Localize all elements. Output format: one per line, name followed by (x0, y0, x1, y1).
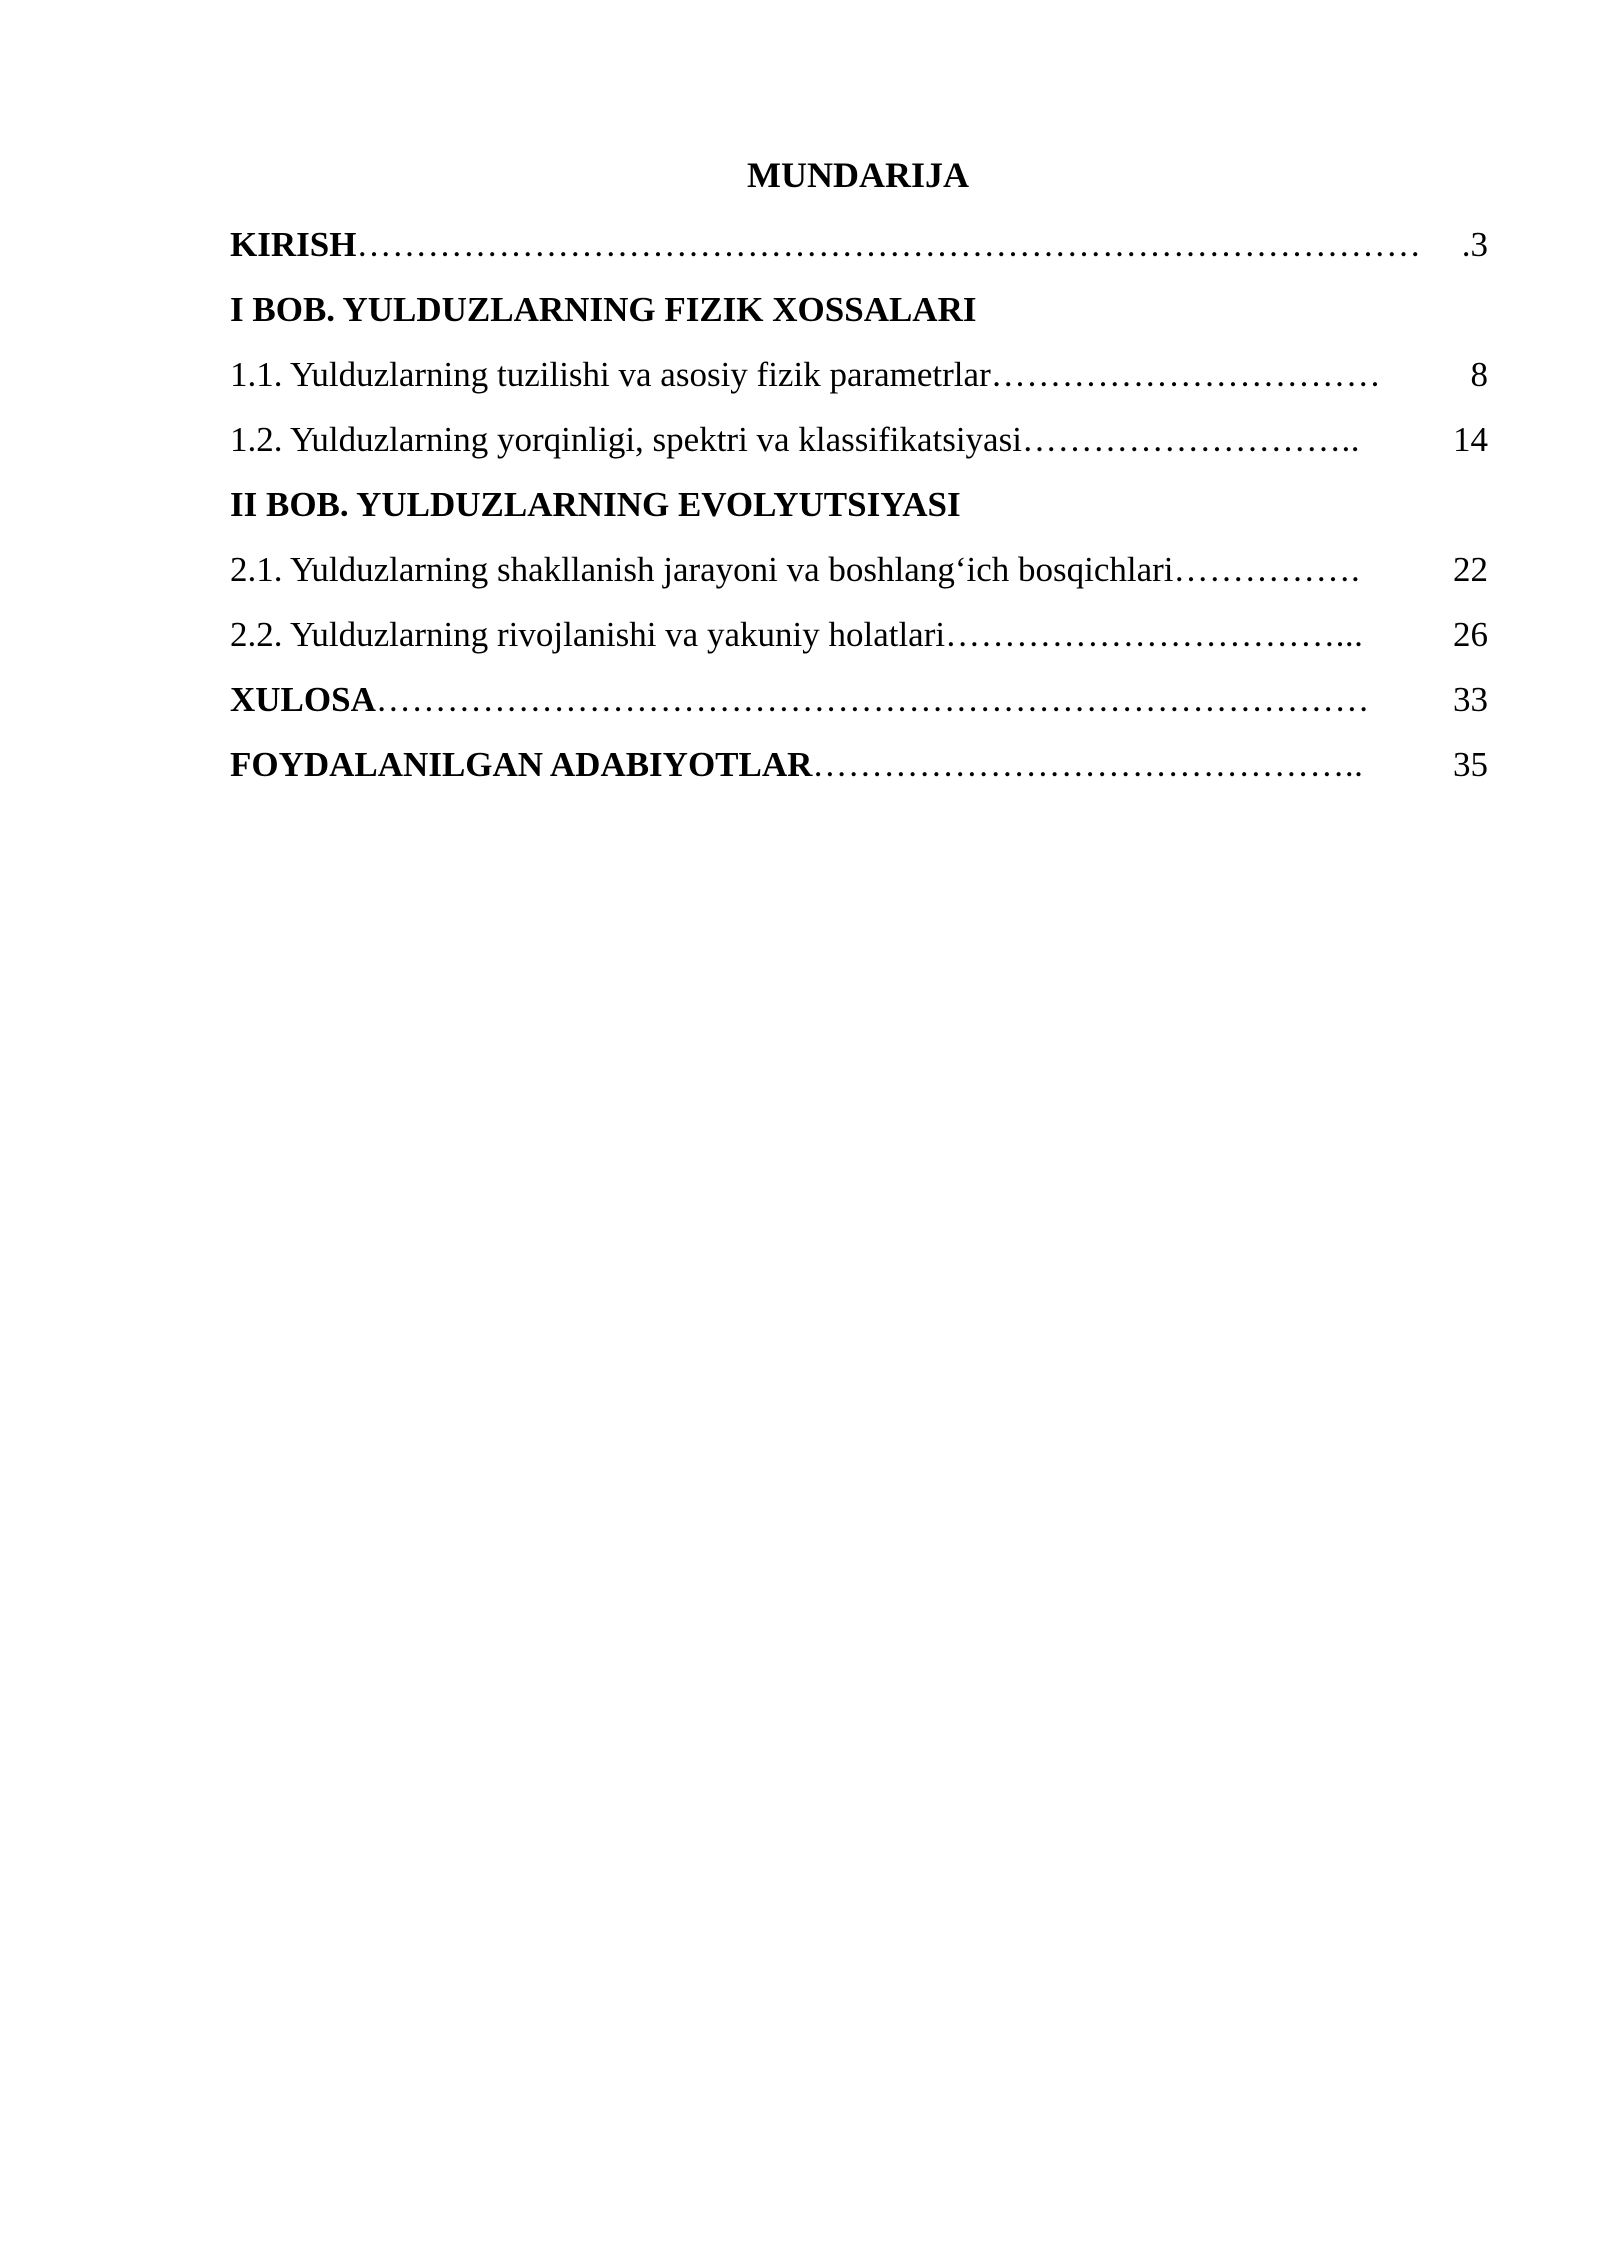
toc-dot-leader: ……………. (1173, 549, 1361, 589)
toc-chapter-label: II BOB. YULDUZLARNING EVOLYUTSIYASI (230, 484, 961, 524)
toc-entry-1-1[interactable] (230, 342, 1488, 407)
toc-dot-leader: ……………………………... (945, 614, 1364, 654)
toc-page-number: .3 (1461, 224, 1488, 264)
toc-chapter-heading-2[interactable] (230, 472, 1488, 537)
toc-entry-label: 1.1. Yulduzlarning tuzilishi va asosiy fizik parametrlar (230, 354, 991, 394)
toc-entry-1-2[interactable] (230, 407, 1488, 472)
toc-dot-leader: ……………………………………………………………………………… (356, 224, 1422, 264)
toc-chapter-label: I BOB. YULDUZLARNING FIZIK XOSSALARI (230, 289, 977, 329)
toc-entry-adabiyotlar[interactable] (230, 732, 1488, 797)
toc-entry-2-2[interactable] (230, 602, 1488, 667)
toc-page-number: 22 (1453, 549, 1488, 589)
toc-entry-label: FOYDALANILGAN ADABIYOTLAR (230, 744, 813, 784)
toc-entry-label: 1.2. Yulduzlarning yorqinligi, spektri va klassifikatsiyasi (230, 419, 1022, 459)
toc-entry-kirish[interactable] (230, 212, 1488, 277)
toc-dot-leader: …………………………… (990, 354, 1382, 394)
toc-dot-leader: ………………………………………………………………………… (375, 679, 1370, 719)
toc-page-number: 14 (1453, 419, 1488, 459)
toc-page-number: 8 (1470, 354, 1488, 394)
toc-entry-label: KIRISH (230, 224, 357, 264)
toc-dot-leader: ……………………………………….. (812, 744, 1364, 784)
toc-entry-label: XULOSA (230, 679, 376, 719)
toc-entry-label: 2.2. Yulduzlarning rivojlanishi va yakuniy holatlari (230, 614, 946, 654)
toc-dot-leader: ……………………….. (1021, 419, 1360, 459)
toc-entry-label: 2.1. Yulduzlarning shakllanish jarayoni va boshlang‘ich bosqichlari (230, 549, 1174, 589)
toc-entry-xulosa[interactable] (230, 667, 1488, 732)
toc-chapter-heading-1[interactable] (230, 277, 1488, 342)
table-of-contents (230, 212, 1488, 797)
toc-page-number: 35 (1453, 744, 1488, 784)
toc-entry-2-1[interactable] (230, 537, 1488, 602)
toc-page-number: 26 (1453, 614, 1488, 654)
toc-page-number: 33 (1453, 679, 1488, 719)
page-title: MUNDARIJA (747, 155, 969, 195)
